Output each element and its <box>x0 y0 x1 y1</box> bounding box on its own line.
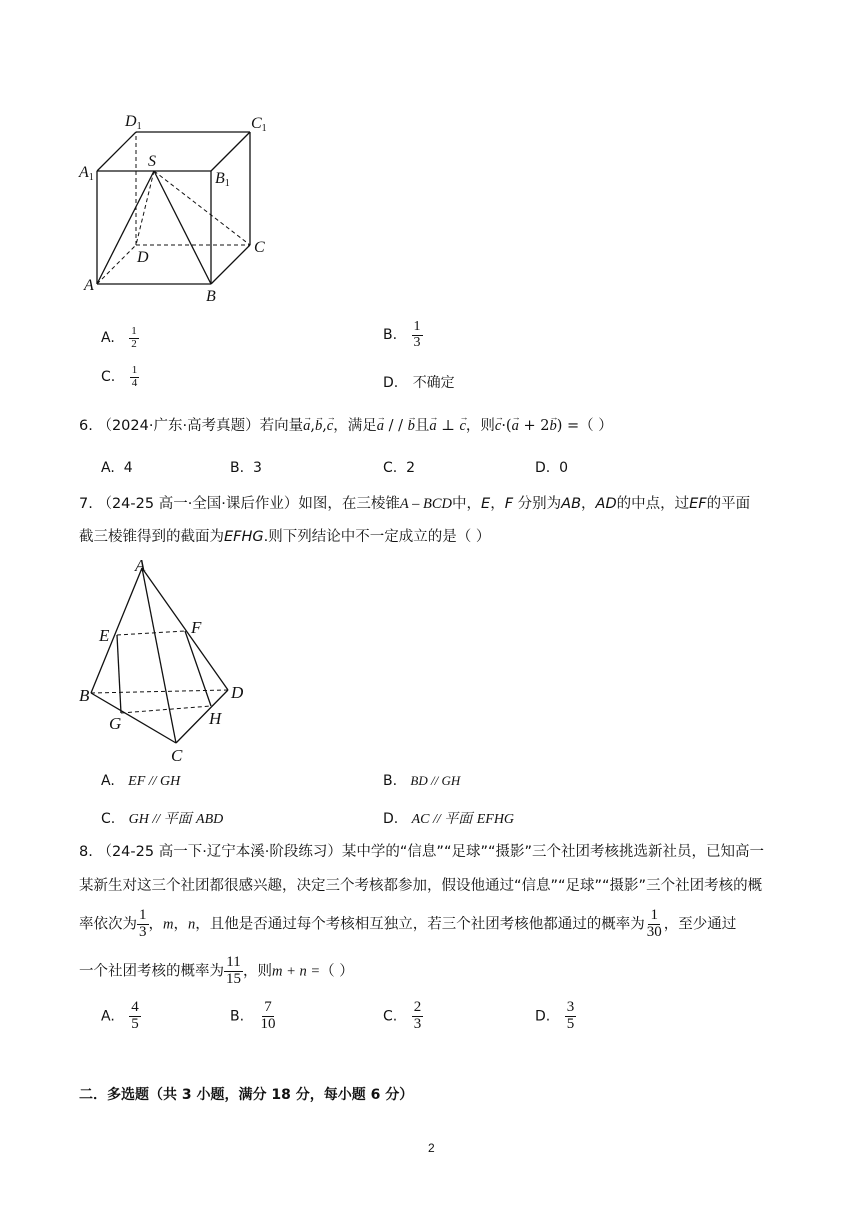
label-s: S <box>148 153 156 170</box>
label-d: D <box>137 249 149 266</box>
label-d: D <box>231 683 244 702</box>
label-c: C <box>171 746 183 765</box>
label-g: G <box>109 714 122 733</box>
label-h: H <box>209 709 222 728</box>
label-c: C <box>254 239 265 256</box>
cube-pyramid-figure <box>75 110 275 305</box>
q8-stem-line3: 率依次为 $\frac{1}{3}$ ，m，n，且他是否通过每个考核相互独立，若三个社团考核他都通过的概率为 $\frac{1}{30}$ ，至少通过 <box>79 907 737 940</box>
segment-e-f <box>117 631 185 635</box>
dot-product-expression: → c·(→ a + 2→ b) = <box>495 418 579 434</box>
q6-option-b[interactable]: B. 3 <box>230 460 262 476</box>
q8-option-c[interactable]: C. $\frac{2}{3}$ <box>383 999 422 1032</box>
q8-option-b[interactable]: B. $\frac{7}{10}$ <box>230 999 276 1032</box>
edge-b-d <box>91 690 228 693</box>
q5-option-b[interactable] <box>383 320 423 350</box>
option-letter: D. <box>383 375 399 391</box>
edge-s-c <box>154 171 250 245</box>
label-c1: C1 <box>251 115 267 134</box>
label-b: B <box>206 288 216 305</box>
segment-f-h <box>185 631 211 706</box>
option-letter: B. <box>383 327 398 344</box>
option-fraction: $\frac{4}{5}$ <box>131 999 139 1032</box>
parallel-condition: → a / / → b <box>377 418 415 434</box>
q7-option-d[interactable]: D. AC // 平面 EFHG <box>383 811 515 827</box>
edge-s-d <box>136 171 154 245</box>
label-b1: B1 <box>215 170 230 189</box>
option-letter: A. <box>101 330 115 347</box>
q8-stem-line2: 某新生对这三个社团都很感兴趣，决定三个考核都参加，假设他通过“信息”“足球”“摄影”三个社团考核的概 <box>79 878 763 894</box>
edge-d1-a1 <box>97 132 136 171</box>
edge-b-c <box>211 245 250 284</box>
q6-option-a[interactable]: A. 4 <box>101 460 133 476</box>
q8-option-a[interactable]: A. $\frac{4}{5}$ <box>101 999 139 1032</box>
q5-option-a-fraction: $\frac{1}{2}$ <box>131 325 137 350</box>
prob-fraction-2: $\frac{1}{30}$ <box>646 907 662 940</box>
q8-stem-line4: 一个社团考核的概率为 $\frac{11}{15}$ ，则m + n =（ ） <box>79 954 354 987</box>
q8-option-d[interactable]: D. $\frac{3}{5}$ <box>535 999 575 1032</box>
section-heading: 二．多选题（共 3 小题，满分 18 分，每小题 6 分） <box>79 1087 414 1103</box>
prob-fraction-1: $\frac{1}{3}$ <box>139 907 147 940</box>
label-a1: A1 <box>79 164 94 183</box>
option-fraction: $\frac{7}{10}$ <box>260 999 276 1032</box>
prob-fraction-3: $\frac{11}{15}$ <box>226 954 241 987</box>
q7-stem-line1: 7. （24-25 高一·全国·课后作业）如图，在三棱锥A – BCD中，E，F 分别为AB，AD的中点，过EF的平面 <box>79 496 751 512</box>
edge-a-d <box>142 568 228 690</box>
q7-option-a[interactable]: A. EF // GH <box>101 773 181 789</box>
q5-option-a[interactable] <box>101 326 139 350</box>
label-e: E <box>99 626 110 645</box>
label-f: F <box>191 618 202 637</box>
q5-option-c-fraction: $\frac{1}{4}$ <box>131 364 138 389</box>
q7-stem-line2: 截三棱锥得到的截面为EFHG.则下列结论中不一定成立的是（ ） <box>79 529 491 545</box>
segment-g-h <box>121 706 211 713</box>
label-b: B <box>79 686 90 705</box>
edge-b-c <box>91 693 176 743</box>
q7-option-b[interactable]: B. BD // GH <box>383 773 461 789</box>
option-letter: C. <box>101 369 116 386</box>
segment-e-g <box>117 635 121 713</box>
q5-option-d[interactable] <box>383 372 455 392</box>
q6-stem: 6. （2024·广东·高考真题）若向量→ a,→ b,→ c，满足→ a / / → b且→ a ⊥ → c，则→ c·(→ a + 2→ b) =（ ） <box>79 416 613 436</box>
edge-s-a <box>97 171 154 284</box>
tetrahedron-figure <box>75 555 255 765</box>
edge-a-c <box>142 568 176 743</box>
q8-stem-line1: 8. （24-25 高一下·辽宁本溪·阶段练习）某中学的“信息”“足球”“摄影”三个社团考核挑选新社员，已知高一 <box>79 844 764 860</box>
edge-b1-c1 <box>211 132 250 171</box>
q5-option-b-fraction: $\frac{1}{3}$ <box>413 319 421 350</box>
option-text: 不确定 <box>412 375 455 391</box>
option-fraction: $\frac{3}{5}$ <box>566 999 575 1032</box>
q6-option-c[interactable]: C. 2 <box>383 460 416 476</box>
q7-option-c[interactable]: C. GH // 平面 ABD <box>101 811 224 827</box>
q6-option-d[interactable]: D. 0 <box>535 460 569 476</box>
label-d1: D1 <box>125 113 142 132</box>
label-a: A <box>135 556 146 575</box>
vectors-abc: → a,→ b,→ c <box>303 418 333 434</box>
edge-a-d <box>97 245 136 284</box>
q5-option-c[interactable] <box>101 365 139 389</box>
perp-condition: → a ⊥ → c <box>429 418 466 434</box>
label-a: A <box>84 277 94 294</box>
page-number: 2 <box>428 1141 435 1155</box>
option-fraction: $\frac{2}{3}$ <box>413 999 422 1032</box>
edge-s-b <box>154 171 211 284</box>
